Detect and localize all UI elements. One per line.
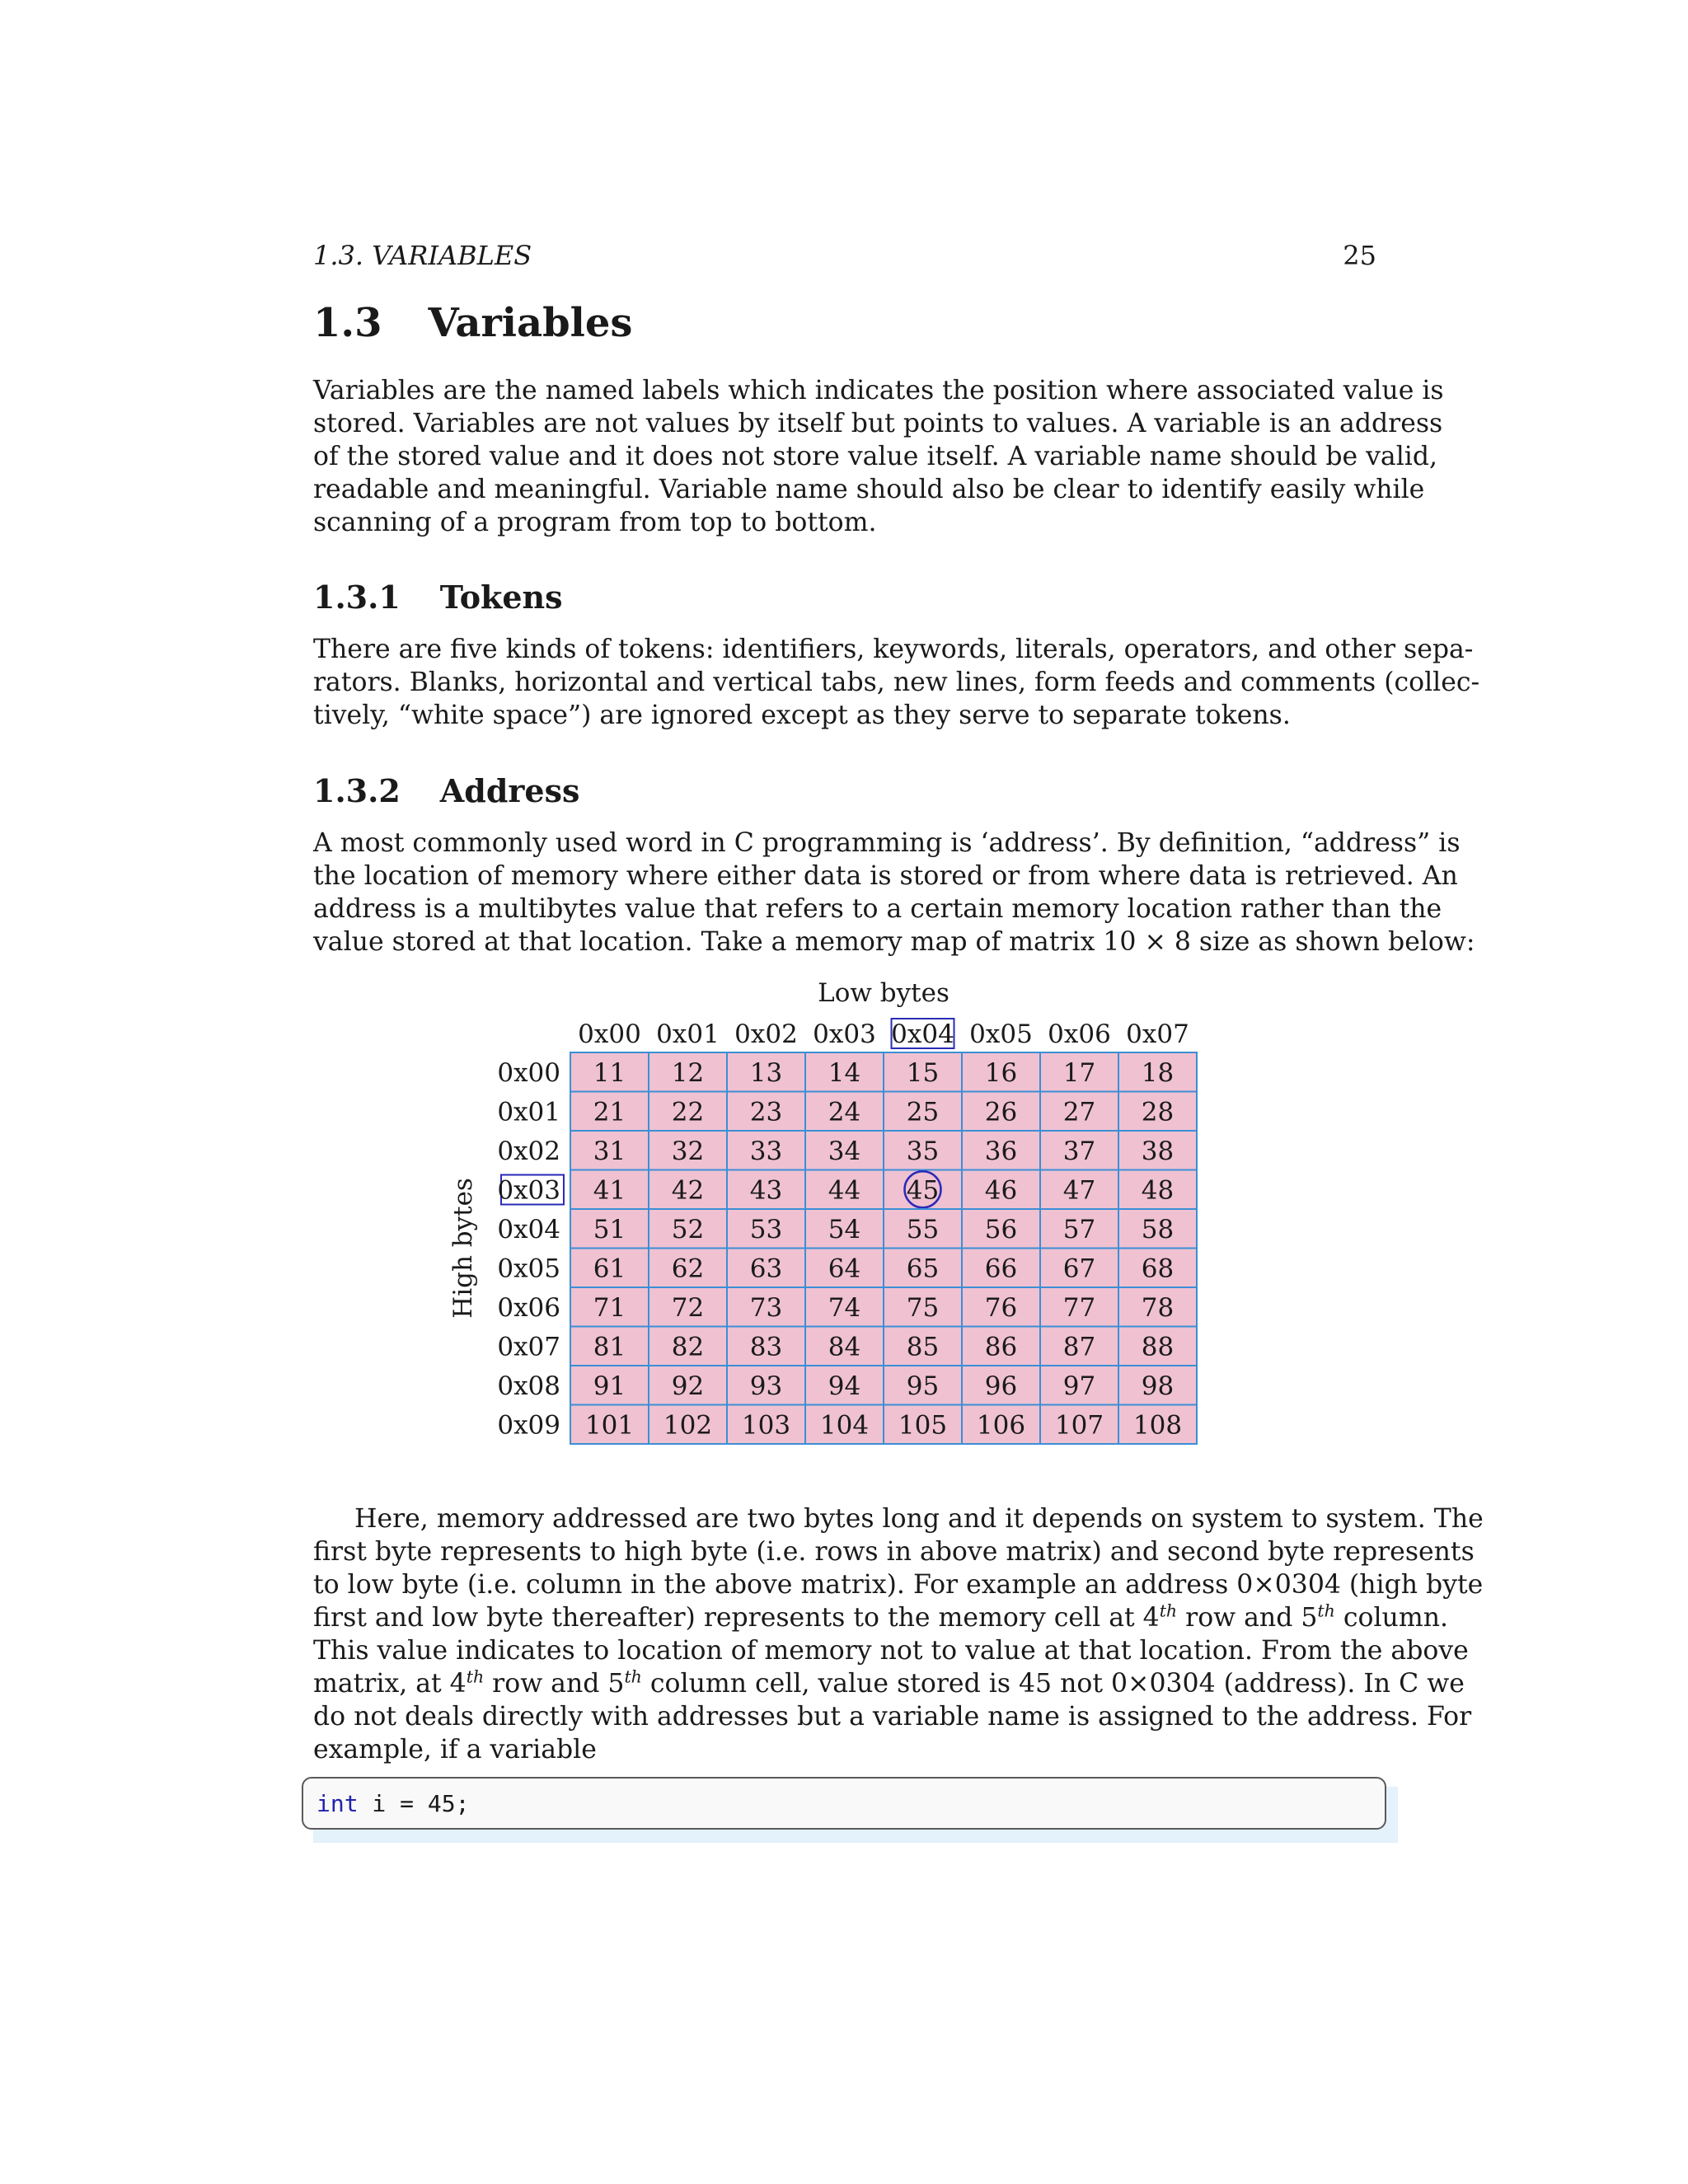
memory-cell-value: 65 [906,1254,940,1284]
memory-cell-value: 14 [828,1057,861,1088]
memory-cell-value: 56 [984,1214,1018,1244]
memory-cell-value: 46 [984,1175,1018,1206]
row-header: 0x02 [497,1136,560,1166]
memory-cell-value: 103 [741,1410,791,1441]
memory-cell-value: 33 [749,1136,783,1166]
memory-cell-value: 42 [671,1175,705,1206]
memory-cell-value: 102 [663,1410,713,1441]
running-header [313,237,1376,274]
memory-cell-value: 35 [906,1136,940,1166]
tokens-title: Tokens [439,579,563,616]
memory-cell-value: 96 [984,1371,1018,1401]
col-axis-label: Low bytes [818,978,950,1008]
memory-cell-value: 23 [749,1097,783,1127]
page-number: 25 [1343,240,1376,271]
memory-cell-value: 76 [984,1292,1018,1323]
memory-cell-value: 94 [828,1371,861,1401]
memory-cell-value: 78 [1141,1292,1175,1323]
memory-cell-value: 51 [593,1214,626,1244]
memory-cell-value: 93 [749,1371,783,1401]
paragraph-line: Here, memory addressed are two bytes long and it depends on system to system. The [354,1504,1484,1534]
paragraph-line: rators. Blanks, horizontal and vertical tabs, new lines, form feeds and comments (collec- [313,668,1480,697]
memory-cell-value: 91 [593,1371,626,1401]
memory-cell-value: 75 [906,1292,940,1323]
memory-map-figure [445,968,1269,1455]
memory-cell-value: 67 [1062,1254,1096,1284]
paragraph-line: Variables are the named labels which indicates the position where associated value is [313,376,1444,405]
memory-cell-value: 32 [671,1136,705,1166]
paragraph-line: scanning of a program from top to bottom. [313,508,877,537]
memory-cell-value: 82 [671,1332,705,1362]
section-heading [313,300,632,346]
memory-cell-value: 47 [1062,1175,1096,1206]
section-title: Variables [428,300,633,346]
memory-cell-value: 83 [749,1332,783,1362]
tokens-heading [313,579,563,616]
variables-paragraph [313,374,1444,539]
explanation-paragraph [313,1502,1484,1766]
memory-cell-value: 73 [749,1292,783,1323]
address-paragraph [313,827,1475,958]
memory-cell-value: 28 [1141,1097,1175,1127]
memory-cell-value: 27 [1062,1097,1096,1127]
memory-cell-value: 58 [1141,1214,1175,1244]
address-number: 1.3.2 [313,772,401,809]
memory-cell-value: 57 [1062,1214,1096,1244]
row-header: 0x06 [497,1292,560,1323]
memory-cell-value: 72 [671,1292,705,1323]
memory-cell-value: 108 [1132,1410,1183,1441]
paragraph-line: This value indicates to location of memory not to value at that location. From the above [313,1636,1469,1666]
memory-cell-value: 87 [1062,1332,1096,1362]
column-header: 0x01 [656,1019,720,1049]
memory-cell-value: 74 [828,1292,861,1323]
memory-cell-value: 98 [1141,1371,1175,1401]
memory-cell-value: 43 [749,1175,783,1206]
memory-cell-value: 12 [671,1057,705,1088]
memory-cell-value: 38 [1141,1136,1175,1166]
tokens-number: 1.3.1 [313,579,401,616]
memory-cell-value: 25 [906,1097,940,1127]
memory-cell-value: 81 [593,1332,626,1362]
column-header: 0x05 [969,1019,1033,1049]
memory-cell-value: 36 [984,1136,1018,1166]
row-header: 0x05 [497,1254,560,1284]
memory-cell-value: 62 [671,1254,705,1284]
paragraph-line: A most commonly used word in C programming is ‘address’. By definition, “address” is [313,828,1461,858]
row-axis-label: High bytes [448,1178,478,1319]
memory-cell-value: 101 [584,1410,635,1441]
memory-cell-value: 41 [593,1175,626,1206]
memory-cell-value: 61 [593,1254,626,1284]
memory-cell-value: 97 [1062,1371,1096,1401]
memory-cell-value: 21 [593,1097,626,1127]
memory-cell-value: 45 [906,1175,940,1206]
row-header: 0x03 [497,1175,560,1206]
memory-cell-value: 66 [984,1254,1018,1284]
paragraph-line: first byte represents to high byte (i.e. rows in above matrix) and second byte represents [313,1537,1475,1567]
memory-cell-value: 71 [593,1292,626,1323]
column-header: 0x07 [1126,1019,1189,1049]
memory-cell-value: 63 [749,1254,783,1284]
paragraph-line: of the stored value and it does not store value itself. A variable name should be valid, [313,442,1438,471]
paragraph-line: stored. Variables are not values by itself but points to values. A variable is an address [313,409,1443,438]
tokens-paragraph [313,633,1480,732]
paragraph-line: There are five kinds of tokens: identifiers, keywords, literals, operators, and other sepa- [313,635,1474,664]
code-statement: i = 45; [358,1789,470,1817]
memory-cell-value: 85 [906,1332,940,1362]
memory-cell-value: 95 [906,1371,940,1401]
memory-cell-value: 31 [593,1136,626,1166]
row-header: 0x04 [497,1214,560,1244]
column-header: 0x03 [813,1019,876,1049]
memory-cell-value: 53 [749,1214,783,1244]
row-header: 0x00 [497,1057,560,1088]
row-header: 0x09 [497,1410,560,1441]
memory-cell-value: 55 [906,1214,940,1244]
memory-cell-value: 68 [1141,1254,1175,1284]
row-header: 0x08 [497,1371,560,1401]
paragraph-line: example, if a variable [313,1735,597,1765]
memory-cell-value: 88 [1141,1332,1175,1362]
memory-cell-value: 104 [819,1410,870,1441]
section-number: 1.3 [313,300,382,346]
paragraph-line: the location of memory where either data is stored or from where data is retrieved. An [313,861,1458,891]
paragraph-line: first and low byte thereafter) represents to the memory cell at 4th row and 5th column. [313,1601,1448,1633]
row-header: 0x07 [497,1332,560,1362]
memory-cell-value: 26 [984,1097,1018,1127]
address-heading [313,772,579,809]
code-keyword: int [316,1789,359,1817]
column-header: 0x02 [734,1019,798,1049]
column-header: 0x06 [1048,1019,1111,1049]
column-header: 0x04 [891,1019,954,1049]
address-title: Address [439,772,580,809]
row-header: 0x01 [497,1097,560,1127]
memory-cell-value: 86 [984,1332,1018,1362]
memory-cell-value: 18 [1141,1057,1175,1088]
memory-cell-value: 16 [984,1057,1018,1088]
memory-cell-value: 24 [828,1097,861,1127]
memory-cell-value: 44 [828,1175,861,1206]
memory-cell-value: 15 [906,1057,940,1088]
memory-cell-value: 107 [1054,1410,1104,1441]
memory-cell-value: 77 [1062,1292,1096,1323]
memory-cell-value: 37 [1062,1136,1096,1166]
paragraph-line: readable and meaningful. Variable name should also be clear to identify easily while [313,475,1425,504]
paragraph-line: matrix, at 4th row and 5th column cell, value stored is 45 not 0×0304 (address). In C we [313,1666,1465,1699]
memory-cell-value: 106 [976,1410,1026,1441]
paragraph-line: value stored at that location. Take a memory map of matrix 10 × 8 size as shown below: [313,927,1475,957]
memory-cell-value: 105 [898,1410,948,1441]
memory-cell-value: 17 [1062,1057,1096,1088]
memory-cell-value: 54 [828,1214,861,1244]
memory-cell-value: 84 [828,1332,861,1362]
memory-cell-value: 13 [749,1057,783,1088]
paragraph-line: address is a multibytes value that refers to a certain memory location rather than the [313,894,1442,924]
code-block [302,1777,1386,1830]
memory-cell-value: 22 [671,1097,705,1127]
memory-cell-value: 92 [671,1371,705,1401]
memory-cell-value: 52 [671,1214,705,1244]
memory-cell-value: 48 [1141,1175,1175,1206]
memory-cell-value: 34 [828,1136,861,1166]
column-header: 0x00 [578,1019,641,1049]
memory-cell-value: 11 [593,1057,626,1088]
paragraph-line: to low byte (i.e. column in the above matrix). For example an address 0×0304 (high byte [313,1570,1484,1600]
memory-cell-value: 64 [828,1254,861,1284]
running-title: 1.3. VARIABLES [313,240,532,271]
paragraph-line: tively, “white space”) are ignored except as they serve to separate tokens. [313,701,1291,730]
paragraph-line: do not deals directly with addresses but a variable name is assigned to the address. For [313,1702,1472,1732]
